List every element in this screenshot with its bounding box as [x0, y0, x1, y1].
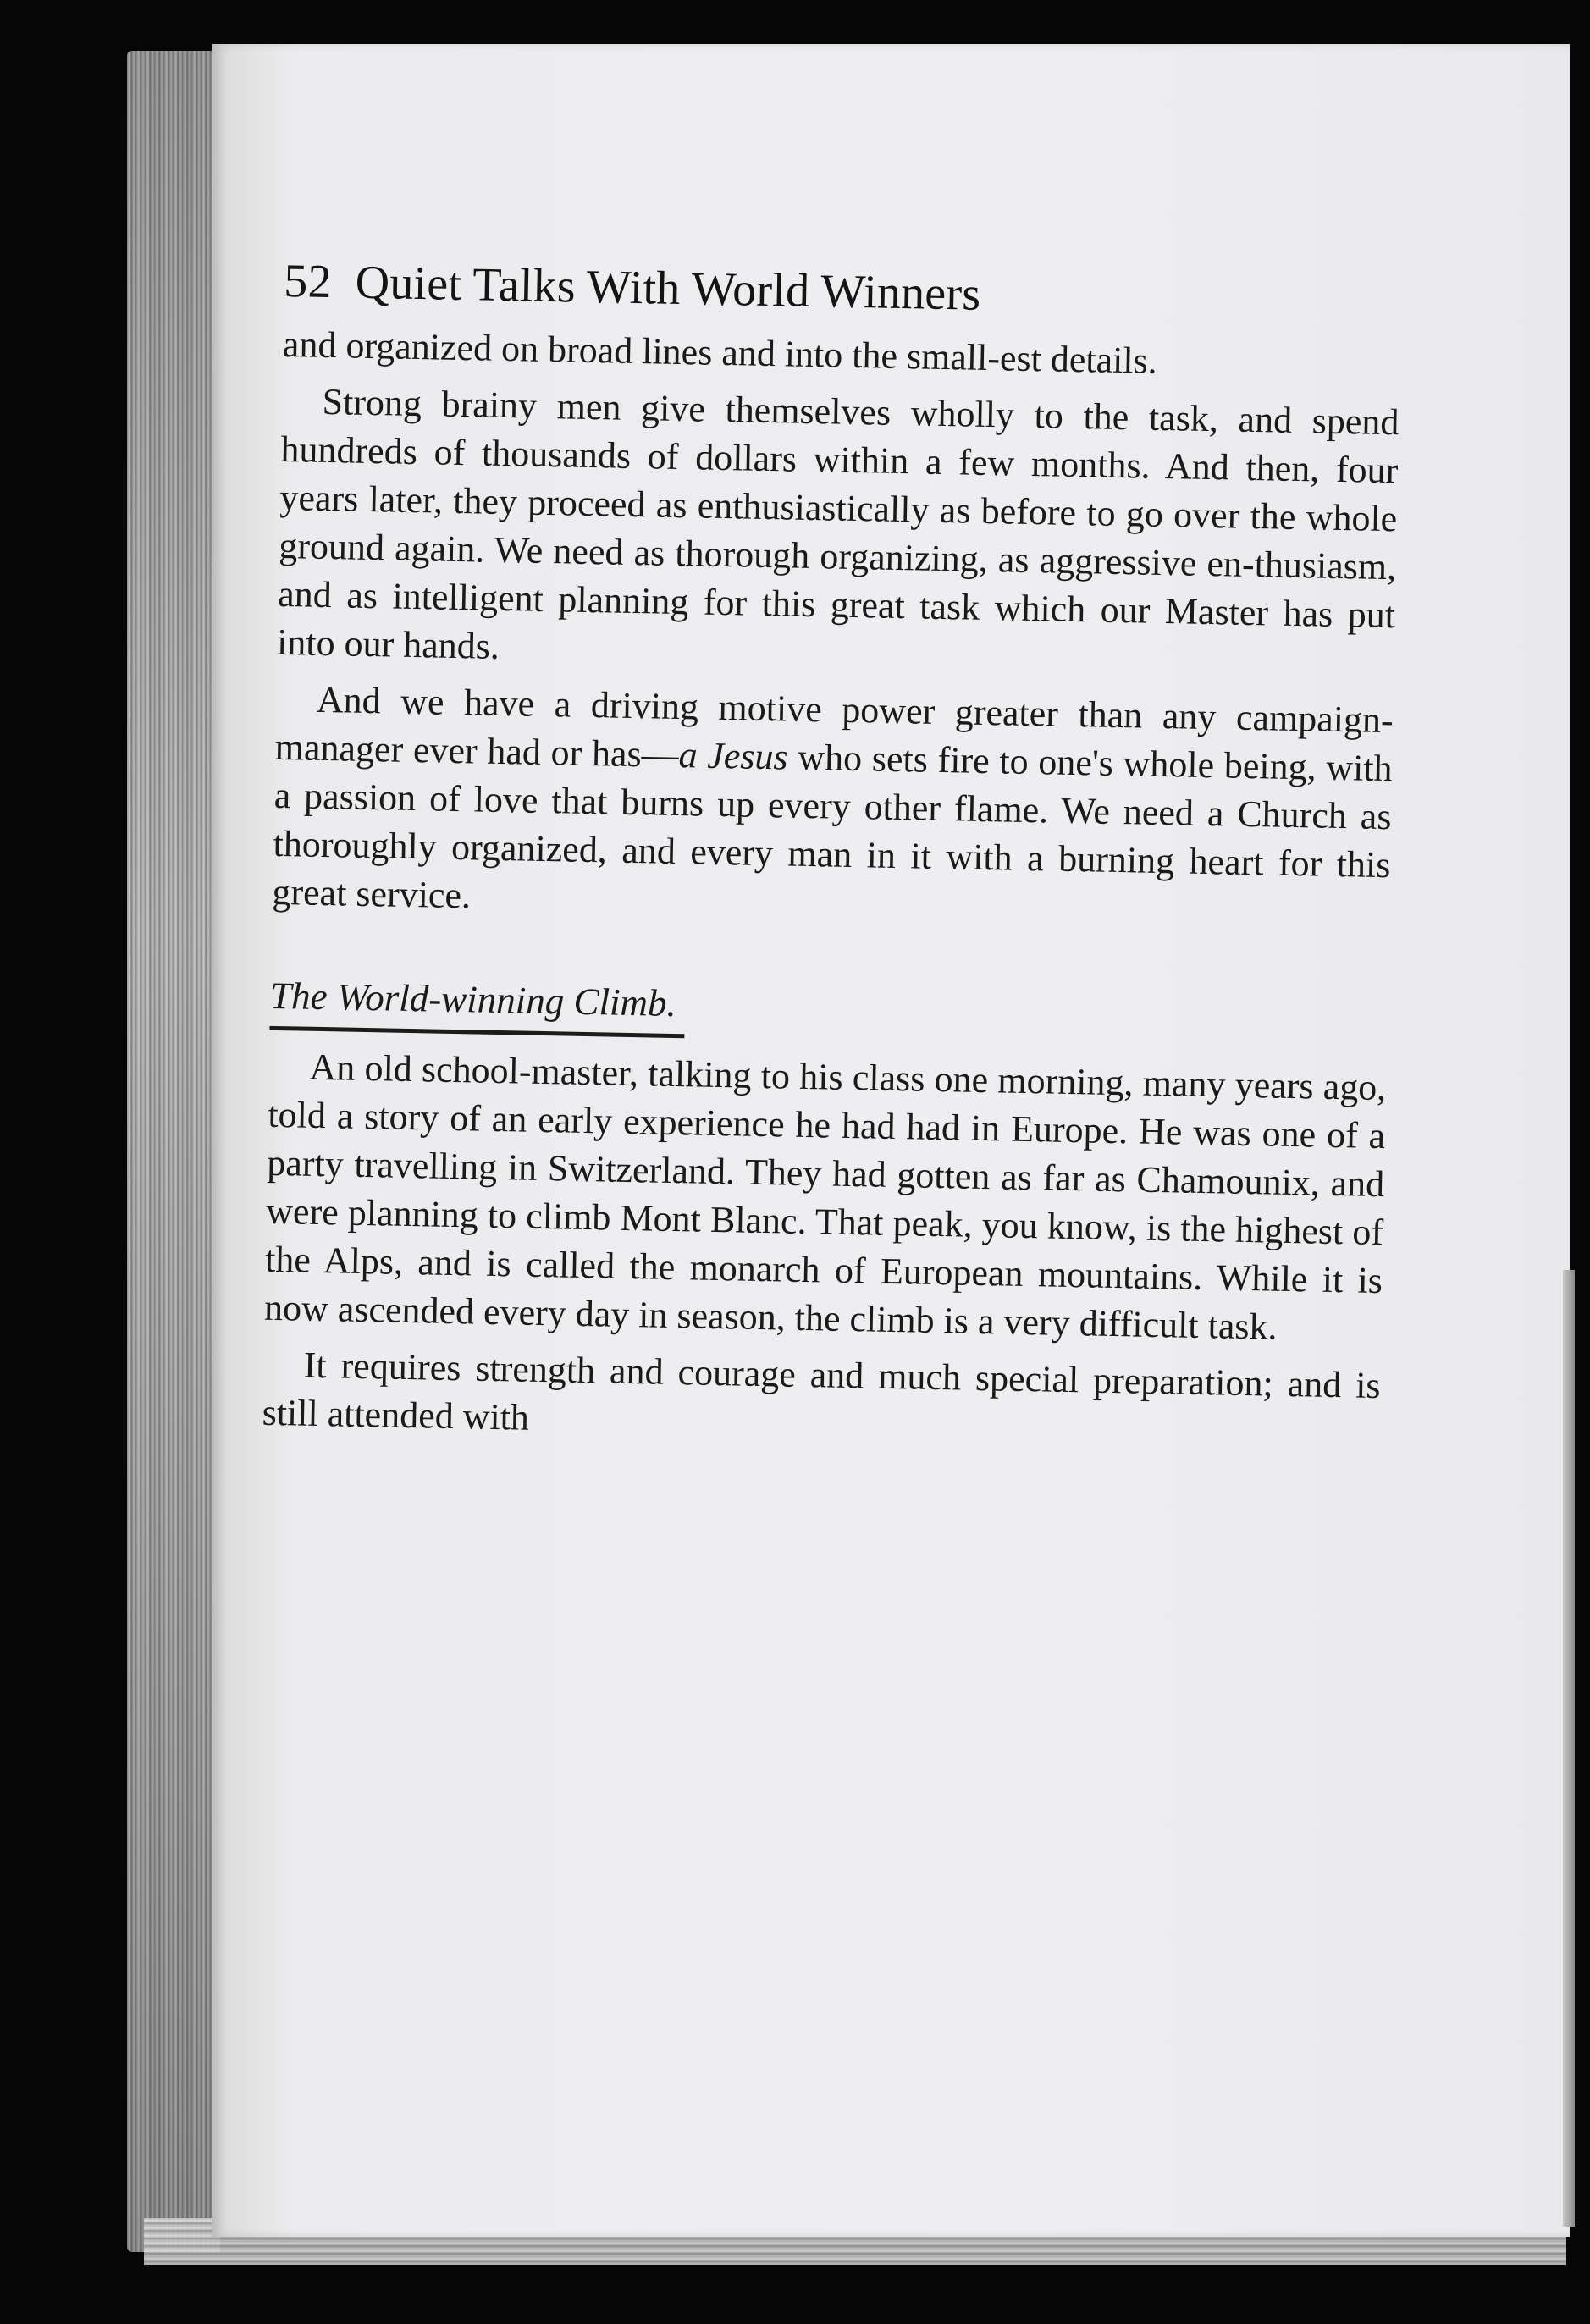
- paragraph-3: [272, 675, 1394, 937]
- paragraph-3-start: And we have a driving motive power greater than any campaign-manager ever had or has—: [274, 678, 1394, 776]
- page-number: 52: [283, 254, 333, 309]
- italic-phrase: a Jesus: [678, 734, 789, 778]
- book-page-edge-right: [1563, 1270, 1575, 2227]
- paragraph-3-end: who sets fire to one's whole being, with a passion of love that burns up every other flame. We need a Church as thoroughly organized, and every man in it with a burning heart for this great service.: [272, 736, 1394, 917]
- paragraph-2: Strong brainy men give themselves wholly to the task, and spend hundreds of thousands of dollars within a few months. And then, four years later, they proceed as enthusiastically as before to go over the whole ground again. We need as thorough organizing, as aggressive en-thusiasm, and as intelligent planning for this great task which our Master has put into our hands.: [276, 380, 1400, 667]
- page-text: [262, 254, 1402, 1466]
- section-paragraph-2: It requires strength and courage and much special preparation; and is still attended with: [262, 1344, 1382, 1438]
- running-title: Quiet Talks With World Winners: [355, 256, 981, 321]
- section-heading: The World-winning Climb.: [269, 974, 685, 1038]
- book-page-edges-left: [127, 51, 220, 2252]
- section-paragraph-1: An old school-master, talking to his class one morning, many years ago, told a story of an early experience he had had in Europe. He was one of a party travelling in Switzerland. They had gotten as far as Chamounix, and were planning to climb Mont Blanc. That peak, you know, is the highest of the Alps, and is called the monarch of European mountains. While it is now ascended every day in season, the climb is a very difficult task.: [263, 1046, 1387, 1348]
- paragraph-1: and organized on broad lines and into the small-est details.: [282, 323, 1158, 382]
